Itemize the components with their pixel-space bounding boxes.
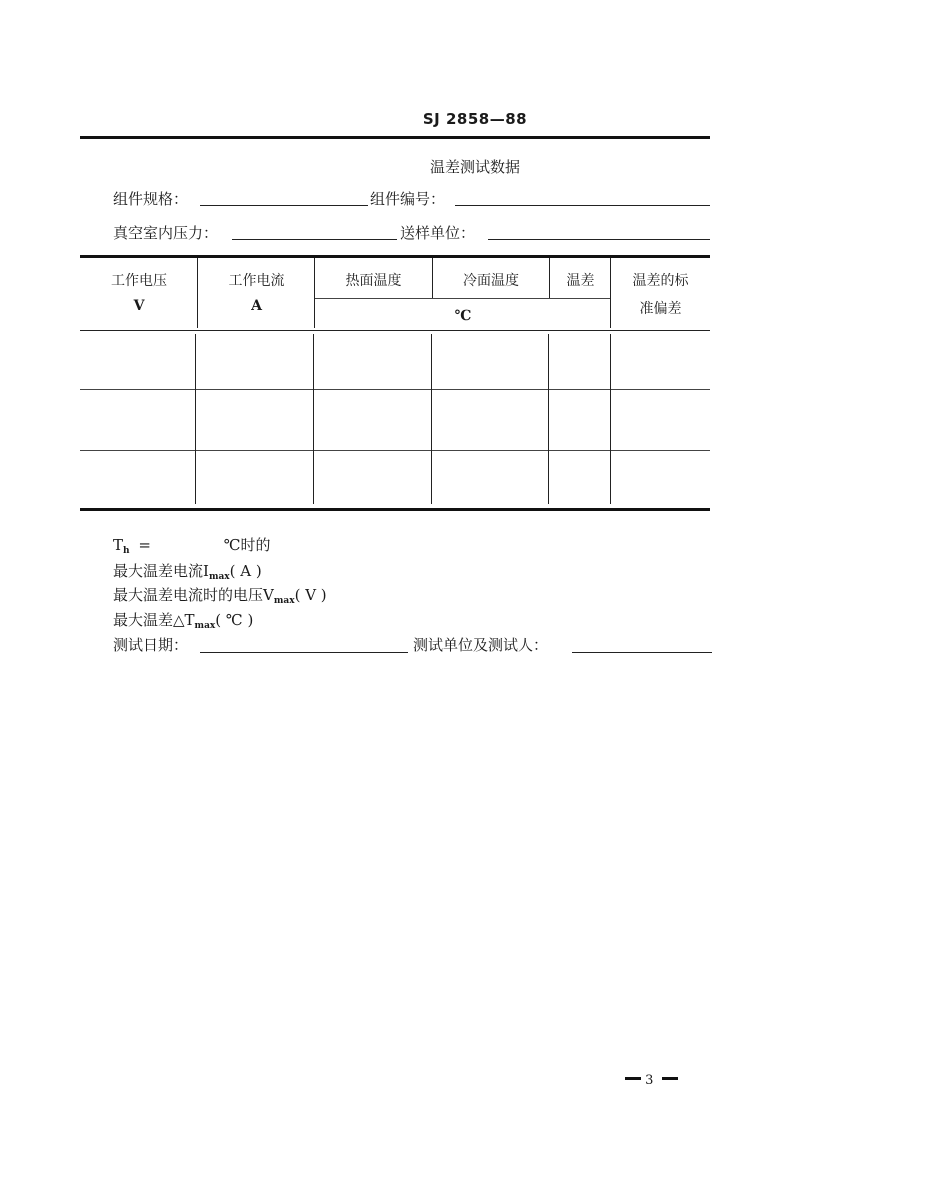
th-suffix: ℃时的 [223,536,271,554]
col-header-cold-temp: 冷面温度 [463,273,519,289]
col-header-current: 工作电流 [228,273,285,289]
page-dash-right [662,1077,678,1080]
merged-unit-celsius: ℃ [454,308,472,324]
page-dash-left [625,1077,641,1080]
table-row[interactable] [80,451,710,506]
page-number-value: 3 [645,1073,654,1088]
page-number [625,1073,678,1088]
col-header-voltage: 工作电压 [111,273,167,289]
sender-label: 送样单位： [400,224,476,242]
spec-label: 组件规格： [113,190,189,208]
th-line [113,534,270,556]
pressure-label: 真空室内压力： [113,224,219,242]
vmax-unit: ( V ) [294,586,327,604]
header-vline [197,258,198,328]
imax-line [113,560,262,582]
table-row[interactable] [80,390,710,450]
table-body [80,332,710,506]
vmax-sub: max [273,596,295,606]
tmax-line [113,609,253,631]
header-bottom-line [80,330,710,331]
spec-field[interactable] [200,205,368,206]
col-header-std-dev-line2: 准偏差 [639,301,682,317]
vmax-line [113,584,327,606]
imax-prefix: 最大温差电流I [113,562,209,580]
vmax-prefix: 最大温差电流时的电压V [113,586,274,604]
imax-sub: max [208,572,230,582]
header-vline [314,258,315,328]
table-top-rule [80,255,710,258]
imax-unit: ( A ) [229,562,262,580]
table-row[interactable] [80,332,710,389]
col-unit-voltage: V [133,298,145,314]
th-prefix: T [113,536,124,554]
date-field[interactable] [200,652,408,653]
col-header-std-dev: 温差的标 [632,273,689,289]
sender-field[interactable] [488,239,710,240]
tmax-sub: max [194,621,216,631]
serial-field[interactable] [455,205,710,206]
tester-field[interactable] [572,652,712,653]
th-sub: h [123,546,130,556]
serial-label: 组件编号： [370,190,446,208]
tmax-unit: ( ℃ ) [215,611,254,629]
th-eq: = [138,536,151,554]
col-unit-current: A [251,298,262,314]
pressure-field[interactable] [232,239,397,240]
header-split-line [315,298,611,299]
header-rule [80,136,710,139]
form-title: 温差测试数据 [429,158,520,176]
header-vline [610,258,611,328]
tester-label: 测试单位及测试人： [413,636,549,654]
header-vline [432,258,433,298]
header-vline [549,258,550,298]
document-code: SJ 2858—88 [422,110,528,128]
col-header-delta: 温差 [566,273,595,289]
col-header-hot-temp: 热面温度 [345,273,402,289]
tmax-prefix: 最大温差△T [113,611,195,629]
date-label: 测试日期： [113,636,189,654]
table-bottom-rule [80,508,710,511]
